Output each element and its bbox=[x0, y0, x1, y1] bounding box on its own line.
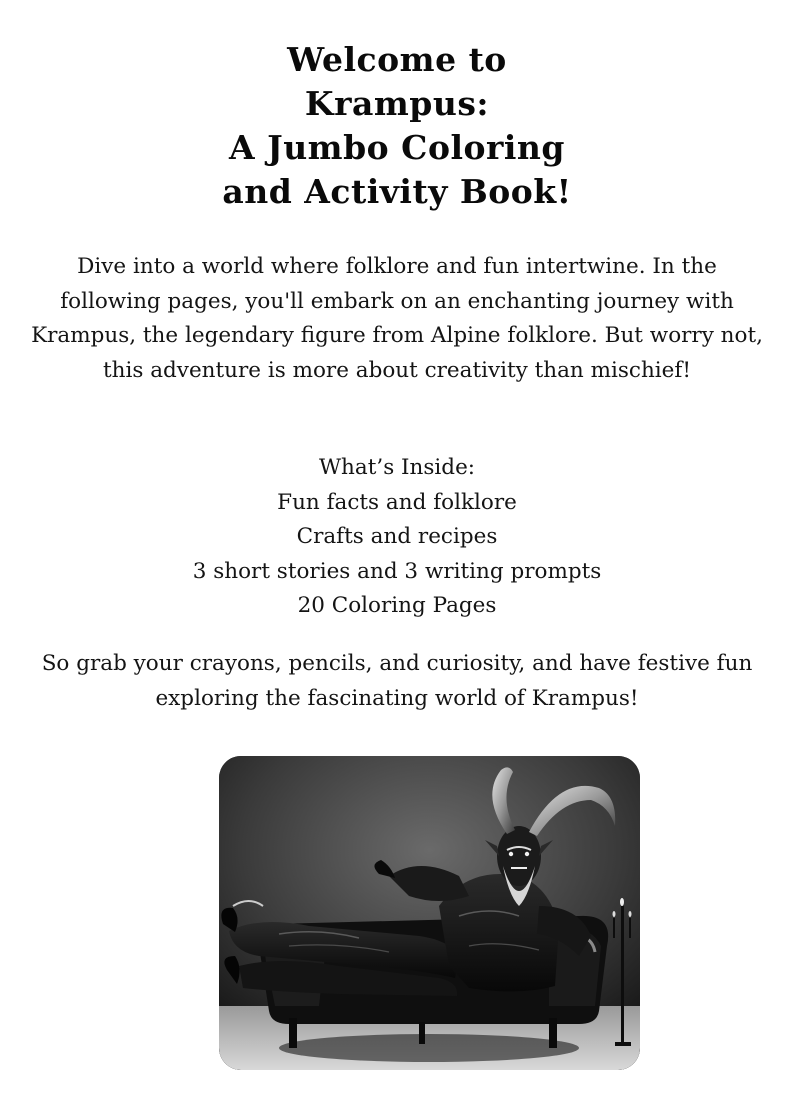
title-line-3: A Jumbo Coloring bbox=[228, 128, 565, 167]
whats-inside-heading: What’s Inside: bbox=[318, 455, 476, 480]
title-line-4: and Activity Book! bbox=[222, 172, 572, 211]
illustration-svg bbox=[219, 756, 640, 1070]
closing-paragraph: So grab your crayons, pencils, and curiosity, and have festive fun exploring the fascinating world of Krampus! bbox=[41, 651, 753, 711]
title-line-2: Krampus: bbox=[304, 84, 490, 123]
intro-paragraph: Dive into a world where folklore and fun intertwine. In the following pages, you'll embark on an enchanting journey with Krampus, the legendary figure from Alpine folklore. But worry not, this adventure is more about creativity than mischief! bbox=[31, 254, 763, 383]
list-item: 20 Coloring Pages bbox=[297, 593, 497, 618]
title-line-1: Welcome to bbox=[287, 40, 507, 79]
whats-inside-list bbox=[30, 451, 764, 624]
list-item: Crafts and recipes bbox=[296, 524, 498, 549]
krampus-on-sofa-image bbox=[219, 756, 640, 1070]
list-item: Fun facts and folklore bbox=[277, 489, 517, 515]
page-title bbox=[0, 38, 794, 214]
list-item: 3 short stories and 3 writing prompts bbox=[192, 558, 602, 584]
